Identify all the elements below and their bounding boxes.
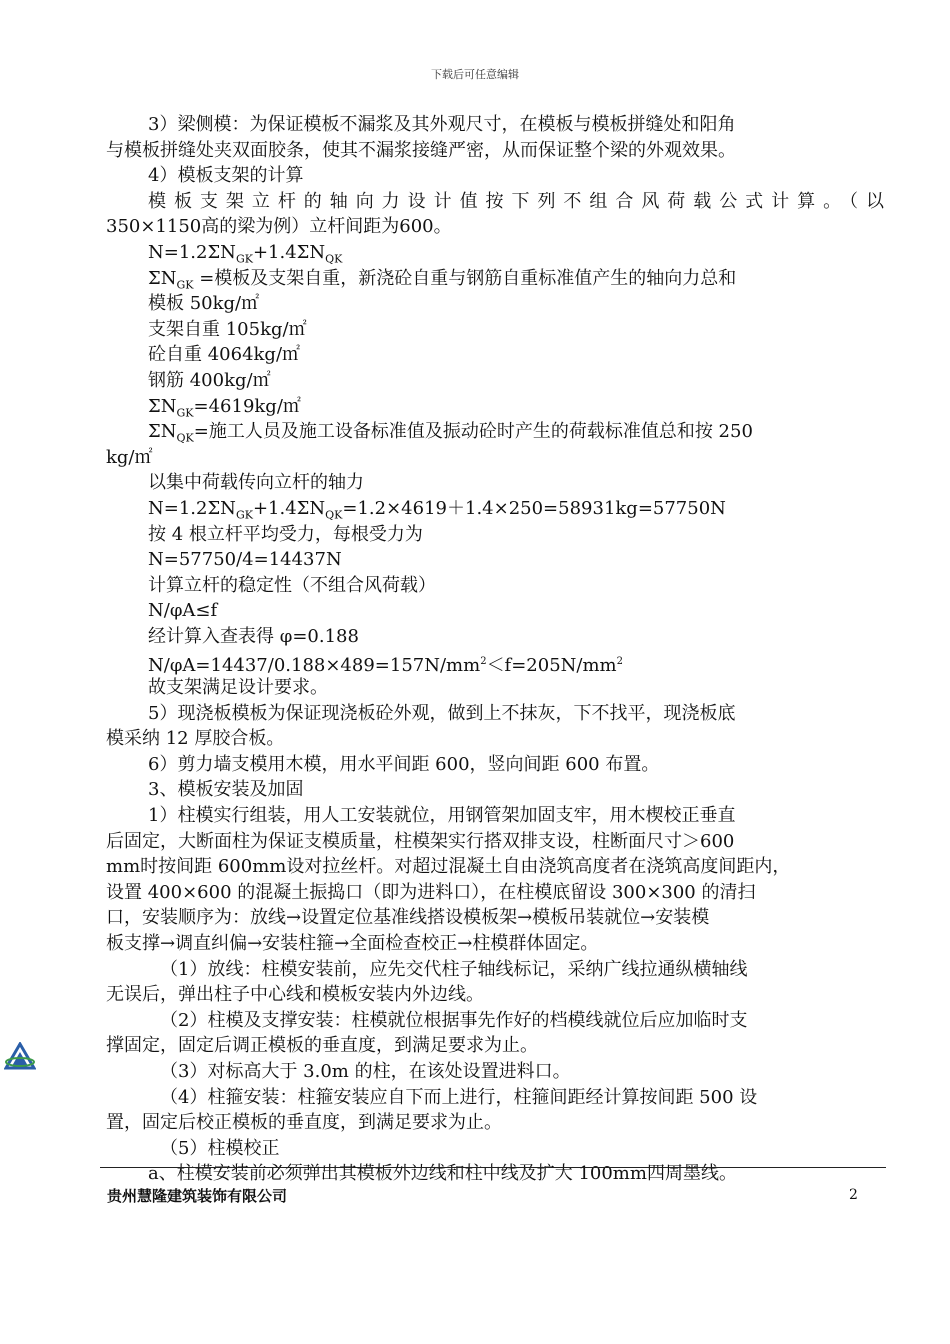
text-line: （1）放线：柱模安装前，应先交代柱子轴线标记，采纳广线拉通纵横轴线: [160, 958, 748, 980]
text-line: $N=1.2\Sigma N_{GK}+1.4\Sigma N_{QK}=1.2\times 4619+1.4\times 250=58931kg=57750N$: [148, 497, 726, 522]
text-line: 口，安装顺序为：放线→设置定位基准线搭设模板架→模板吊装就位→安装模: [106, 907, 710, 929]
text-line: kg/㎡: [106, 446, 153, 468]
text-line: （2）柱模及支撑安装：柱模就位根据事先作好的档模线就位后应加临时支: [160, 1009, 748, 1031]
text-line: 与模板拼缝处夹双面胶条，使其不漏浆接缝严密，从而保证整个梁的外观效果。: [106, 139, 736, 161]
text-line: mm时按间距 600mm设对拉丝杆。对超过混凝土自由浇筑高度者在浇筑高度间距内，: [106, 856, 791, 878]
text-line: （5）柱模校正: [160, 1137, 280, 1159]
text-line: 板支撑→调直纠偏→安装柱箍→全面检查校正→柱模群体固定。: [106, 933, 599, 954]
document-body: [106, 112, 884, 1187]
text-line: 6）剪力墙支模用木模，用水平间距 600，竖向间距 600 布置。: [148, 753, 660, 775]
text-line: 4）模板支架的计算: [148, 165, 304, 187]
text-line: 1）柱模实行组装，用人工安装就位，用钢管架加固支牢，用木楔校正垂直: [148, 805, 736, 827]
text-line: 支架自重 105kg/㎡: [148, 318, 307, 340]
text-line: N/φA≤f: [148, 600, 218, 622]
text-line: 按 4 根立杆平均受力，每根受力为: [148, 523, 423, 545]
text-line: 经计算入查表得 φ=0.188: [148, 625, 359, 647]
text-line: 撑固定，固定后调正模板的垂直度，到满足要求为止。: [106, 1035, 538, 1057]
text-line: 模板支架立杆的轴向力设计值按下列不组合风荷载公式计算。（以: [148, 190, 884, 212]
text-line: a、柱模安装前必须弹出其模板外边线和柱中线及扩大 100mm四周墨线。: [148, 1163, 737, 1185]
text-line: $\Sigma N_{QK}=$施工人员及施工设备标准值及振动砼时产生的荷载标准值总和按 250: [148, 421, 753, 445]
text-line: 无误后，弹出柱子中心线和模板安装内外边线。: [106, 984, 484, 1006]
page-number: 2: [849, 1187, 858, 1203]
text-line: $N=1.2\Sigma N_{GK}+1.4\Sigma N_{QK}$: [148, 241, 343, 266]
text-line: 后固定，大断面柱为保证支模质量，柱模架实行搭双排支设，柱断面尺寸＞600: [106, 830, 735, 852]
text-line: 钢筋 400kg/㎡: [148, 369, 271, 391]
text-line: 3）梁侧模：为保证模板不漏浆及其外观尺寸，在模板与模板拼缝处和阳角: [148, 114, 736, 135]
text-line: 模板 50kg/㎡: [148, 293, 260, 315]
text-line: 设置 400×600 的混凝土振捣口（即为进料口），在柱模底留设 300×300 的清扫: [106, 881, 756, 903]
text-line: 350×1150高的梁为例）立杆间距为600。: [106, 216, 452, 238]
text-line: 砼自重 4064kg/㎡: [148, 344, 301, 366]
text-line: $\Sigma N_{GK}=4619kg/㎡$: [148, 395, 301, 420]
text-line: $N/\varphi A=14437/0.188\times 489=157N/mm^2<f=205N/mm^2$: [148, 655, 623, 676]
text-line: （3）对标高大于 3.0m 的柱，在该处设置进料口。: [160, 1060, 571, 1082]
header-note: 下载后可任意编辑: [431, 68, 519, 81]
text-line: $\Sigma N_{GK}$ =模板及支架自重，新浇砼自重与钢筋自重标准值产生的轴向力总和: [148, 267, 737, 292]
company-logo-icon: [4, 1042, 36, 1070]
footer-divider: [100, 1167, 886, 1168]
text-line: N=57750/4=14437N: [148, 549, 342, 571]
text-line: 以集中荷载传向立杆的轴力: [148, 472, 364, 494]
company-name: 贵州慧隆建筑装饰有限公司: [107, 1187, 288, 1205]
text-line: 模采纳 12 厚胶合板。: [106, 728, 285, 750]
text-line: 计算立杆的稳定性（不组合风荷载）: [148, 574, 436, 596]
text-line: 置，固定后校正模板的垂直度，到满足要求为止。: [106, 1112, 502, 1134]
text-line: （4）柱箍安装：柱箍安装应自下而上进行，柱箍间距经计算按间距 500 设: [160, 1086, 758, 1108]
text-line: 故支架满足设计要求。: [148, 677, 328, 699]
text-line: 5）现浇板模板为保证现浇板砼外观，做到上不抹灰，下不找平，现浇板底: [148, 702, 736, 724]
text-line: 3、模板安装及加固: [148, 779, 304, 801]
